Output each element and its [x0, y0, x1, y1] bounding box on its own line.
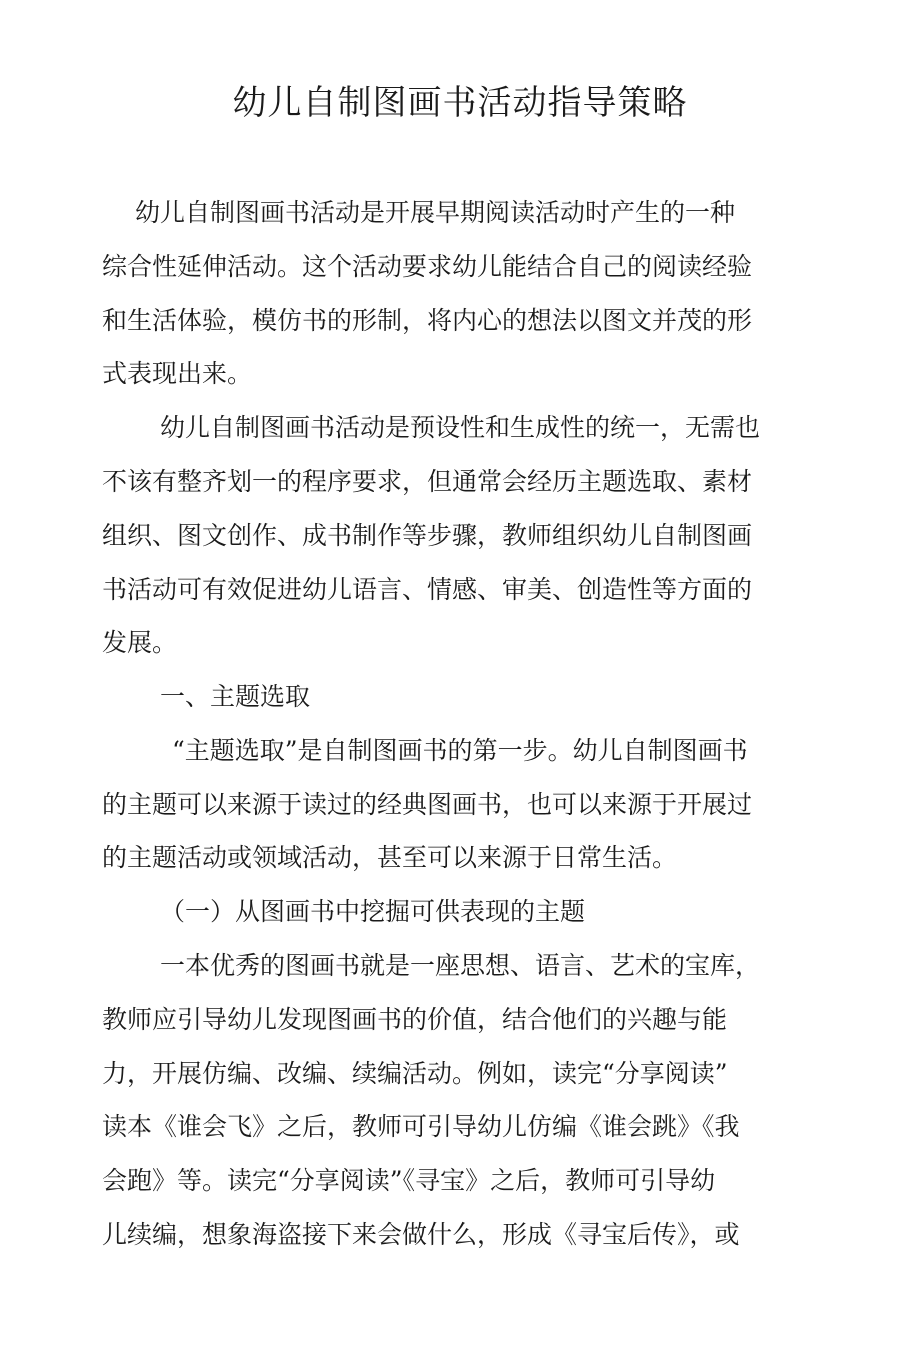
text-line: 的主题可以来源于读过的经典图画书，也可以来源于开展过: [102, 790, 753, 819]
text-line: 一本优秀的图画书就是一座思想、语言、艺术的宝库，: [160, 951, 761, 980]
text-line: 儿续编，想象海盗接下来会做什么，形成《寻宝后传》，或: [102, 1220, 740, 1249]
section-heading: 一、主题选取: [160, 682, 311, 711]
text-line: 发展。: [102, 628, 178, 657]
text-line: 综合性延伸活动。这个活动要求幼儿能结合自己的阅读经验: [102, 252, 753, 281]
text-line: 幼儿自制图画书活动是预设性和生成性的统一，无需也: [160, 413, 761, 442]
document-title: 幼儿自制图画书活动指导策略: [232, 83, 688, 123]
text-line: 幼儿自制图画书活动是开展早期阅读活动时产生的一种: [135, 198, 736, 227]
text-line: 力，开展仿编、改编、续编活动。例如，读完“分享阅读”: [102, 1059, 728, 1088]
subsection-heading: （一）从图画书中挖掘可供表现的主题: [160, 897, 586, 926]
text-line: 会跑》等。读完“分享阅读”《寻宝》之后，教师可引导幼: [102, 1166, 716, 1195]
text-line: 式表现出来。: [102, 359, 253, 388]
text-line: 组织、图文创作、成书制作等步骤，教师组织幼儿自制图画: [102, 521, 753, 550]
text-line: 的主题活动或领域活动，甚至可以来源于日常生活。: [102, 843, 678, 872]
text-line: 和生活体验，模仿书的形制，将内心的想法以图文并茂的形: [102, 306, 753, 335]
text-line: 读本《谁会飞》之后，教师可引导幼儿仿编《谁会跳》《我: [102, 1112, 740, 1141]
text-line: “主题选取”是自制图画书的第一步。幼儿自制图画书: [172, 736, 748, 765]
text-line: 不该有整齐划一的程序要求，但通常会经历主题选取、素材: [102, 467, 753, 496]
text-line: 教师应引导幼儿发现图画书的价值，结合他们的兴趣与能: [102, 1005, 728, 1034]
text-line: 书活动可有效促进幼儿语言、情感、审美、创造性等方面的: [102, 575, 753, 604]
